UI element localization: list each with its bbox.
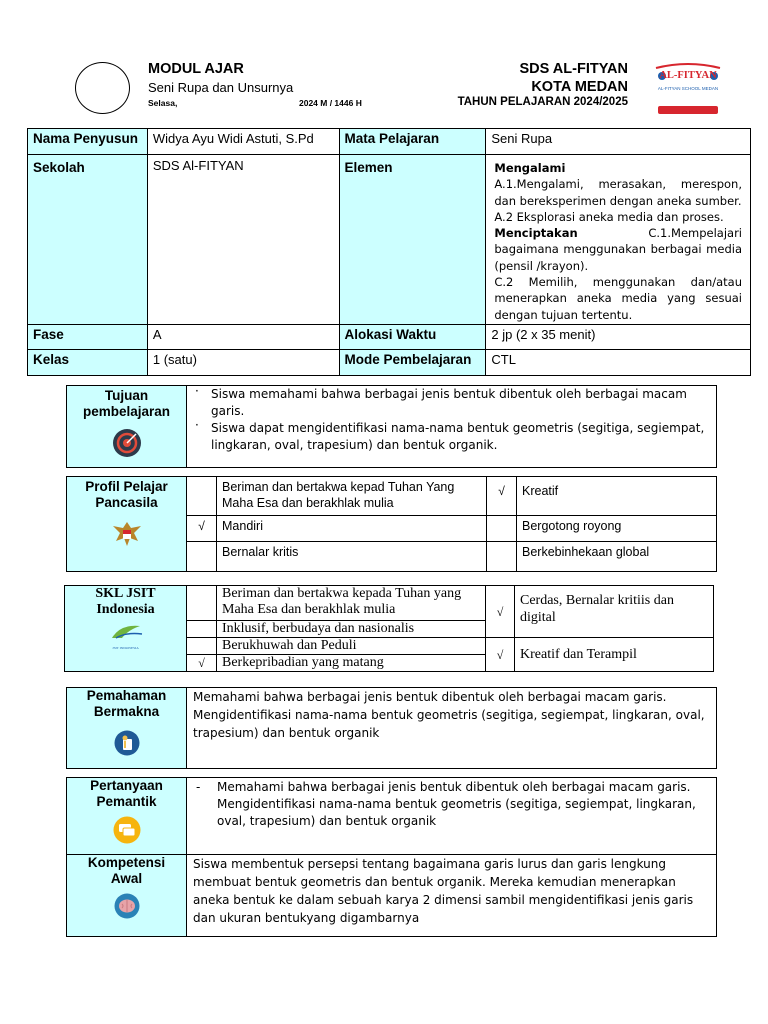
pertanyaan-label-cell <box>67 778 187 855</box>
pemahaman-section <box>66 687 717 769</box>
logo-text: AL-FITYAN <box>659 70 717 81</box>
pemahaman-label: Pemahaman Bermakna <box>86 688 167 719</box>
info-row-penyusun <box>28 129 751 155</box>
school-logo <box>652 62 724 120</box>
profil-r2-left: Mandiri <box>217 516 487 542</box>
chat-bubble-icon <box>113 816 141 844</box>
elemen-label: Elemen <box>339 155 486 325</box>
city-name: KOTA MEDAN <box>531 79 628 95</box>
kompetensi-label-cell <box>67 855 187 937</box>
module-title: MODUL AJAR <box>148 61 244 77</box>
brain-icon <box>114 893 140 919</box>
mata-pelajaran-label: Mata Pelajaran <box>339 129 486 155</box>
pertanyaan-text: Memahami bahwa berbagai jenis bentuk dibentuk oleh berbagai macam garis. Mengidentifikasi nama-nama bentuk geometris (segitiga, segiempat, lingkaran, oval, trapesium) dan bentuk organik <box>217 780 696 828</box>
module-year: 2024 M / 1446 H <box>299 98 362 108</box>
target-icon <box>112 428 142 458</box>
fase-label: Fase <box>28 324 148 349</box>
sekolah-label: Sekolah <box>28 155 148 325</box>
profil-r3-right: Berkebinhekaan global <box>517 542 717 572</box>
profil-label-cell <box>67 477 187 572</box>
tujuan-list <box>187 386 710 454</box>
profil-r1-left: Beriman dan bertakwa kepad Tuhan Yang Maha Esa dan berakhlak mulia <box>217 477 487 516</box>
kelas-value: 1 (satu) <box>147 349 339 375</box>
elemen-a1: A.1.Mengalami, merasakan, merespon, dan bereksperimen dengan aneka sumber. <box>494 177 742 208</box>
skl-r2-left: Inklusif, berbudaya dan nasionalis <box>217 621 486 638</box>
profil-label: Profil Pelajar Pancasila <box>85 479 168 510</box>
pertanyaan-kompetensi-section <box>66 777 717 937</box>
list-item: · Siswa dapat mengidentifikasi nama-nama bentuk geometris (segitiga, segiempat, lingkaran, oval, trapesium) dan bentuk organik. <box>187 420 710 454</box>
fase-value: A <box>147 324 339 349</box>
skl-label-cell <box>65 586 187 672</box>
jsit-logo-caption: JSIT INDONESIA <box>112 646 139 650</box>
pertanyaan-dash: - <box>196 780 201 794</box>
list-item: · Siswa memahami bahwa berbagai jenis bentuk dibentuk oleh berbagai macam garis. <box>187 386 710 420</box>
profil-r1-right: Kreatif <box>517 477 717 516</box>
jsit-logo <box>106 622 146 648</box>
profil-check-r1-right: √ <box>487 477 517 516</box>
skl-section <box>64 585 714 672</box>
pertanyaan-label: Pertanyaan Pemantik <box>90 778 163 809</box>
profil-section <box>66 476 717 572</box>
elemen-c1: C.1.Mempelajari bagaimana menggunakan berbagai media (pensil /krayon). <box>494 226 742 273</box>
academic-year: TAHUN PELAJARAN 2024/2025 <box>457 96 628 108</box>
profil-r2-right: Bergotong royong <box>517 516 717 542</box>
info-table <box>27 128 751 376</box>
profil-check-r2-right <box>487 516 517 542</box>
tujuan-section <box>66 385 717 468</box>
skl-r3-left: Berukhuwah dan Peduli <box>217 638 486 655</box>
tujuan-label: Tujuan pembelajaran <box>82 388 171 419</box>
info-person-icon <box>114 730 140 756</box>
tujuan-label-cell <box>67 386 187 468</box>
profil-check-r2-left: √ <box>187 516 217 542</box>
pertanyaan-content <box>187 778 717 855</box>
elemen-heading-mengalami: Mengalami <box>494 161 566 175</box>
school-name: SDS AL-FITYAN <box>519 61 628 77</box>
mode-value: CTL <box>486 349 751 375</box>
kompetensi-text: Siswa membentuk persepsi tentang bagaimana garis lurus dan garis lengkung membuat bentuk geometris dan bentuk organik. Mereka kemudian menerapkan aneka bentuk ke dalam sebuah karya 2 dimensi sambil mengidentifikasi jenis garis dan ukuran bentukyang digambarnya <box>187 855 717 937</box>
skl-check-r2-left <box>187 621 217 638</box>
profil-check-r1-left <box>187 477 217 516</box>
pemahaman-label-cell <box>67 688 187 769</box>
skl-r3-right: Kreatif dan Terampil <box>515 638 714 672</box>
elemen-value <box>486 155 751 325</box>
alokasi-value: 2 jp (2 x 35 menit) <box>486 324 751 349</box>
skl-label: SKL JSIT Indonesia <box>95 586 156 617</box>
skl-check-r1-right: √ <box>486 586 515 638</box>
kelas-label: Kelas <box>28 349 148 375</box>
module-subtitle: Seni Rupa dan Unsurnya <box>148 80 294 95</box>
logo-subtext: AL-FITYAN SCHOOL MEDAN <box>657 86 719 91</box>
skl-check-r3-left <box>187 638 217 655</box>
nama-penyusun-label: Nama Penyusun <box>28 129 148 155</box>
alokasi-label: Alokasi Waktu <box>339 324 486 349</box>
skl-r4-left: Berkepribadian yang matang <box>217 655 486 672</box>
header-circle <box>75 62 130 114</box>
skl-r1-right: Cerdas, Bernalar kritiis dan digital <box>515 586 714 638</box>
elemen-heading-menciptakan: Menciptakan <box>494 226 578 241</box>
nama-penyusun-value: Widya Ayu Widi Astuti, S.Pd <box>147 129 339 155</box>
info-row-fase <box>28 324 751 349</box>
pemahaman-text: Memahami bahwa berbagai jenis bentuk dibentuk oleh berbagai macam garis. Mengidentifikasi nama-nama bentuk geometris (segitiga, segiempat, lingkaran, oval, trapesium) dan bentuk organik <box>187 688 717 769</box>
skl-check-r3-right: √ <box>486 638 515 672</box>
mata-pelajaran-value: Seni Rupa <box>486 129 751 155</box>
sekolah-value: SDS Al-FITYAN <box>147 155 339 325</box>
info-row-kelas <box>28 349 751 375</box>
profil-check-r3-right <box>487 542 517 572</box>
elemen-c2: C.2 Memilih, menggunakan dan/atau menerapkan aneka media yang sesuai dengan tujuan tertentu. <box>494 275 742 322</box>
profil-r3-left: Bernalar kritis <box>217 542 487 572</box>
module-day: Selasa, <box>148 98 178 108</box>
tujuan-content <box>187 386 717 468</box>
info-row-sekolah <box>28 155 751 325</box>
kompetensi-label: Kompetensi Awal <box>87 855 166 886</box>
garuda-icon <box>111 519 143 549</box>
skl-check-r4-left: √ <box>187 655 217 672</box>
skl-check-r1-left <box>187 586 217 621</box>
skl-r1-left: Beriman dan bertakwa kepada Tuhan yang Maha Esa dan berakhlak mulia <box>217 586 486 621</box>
mode-label: Mode Pembelajaran <box>339 349 486 375</box>
profil-check-r3-left <box>187 542 217 572</box>
elemen-a2: A.2 Eksplorasi aneka media dan proses. <box>494 209 724 224</box>
elemen-c1-block <box>494 225 742 274</box>
